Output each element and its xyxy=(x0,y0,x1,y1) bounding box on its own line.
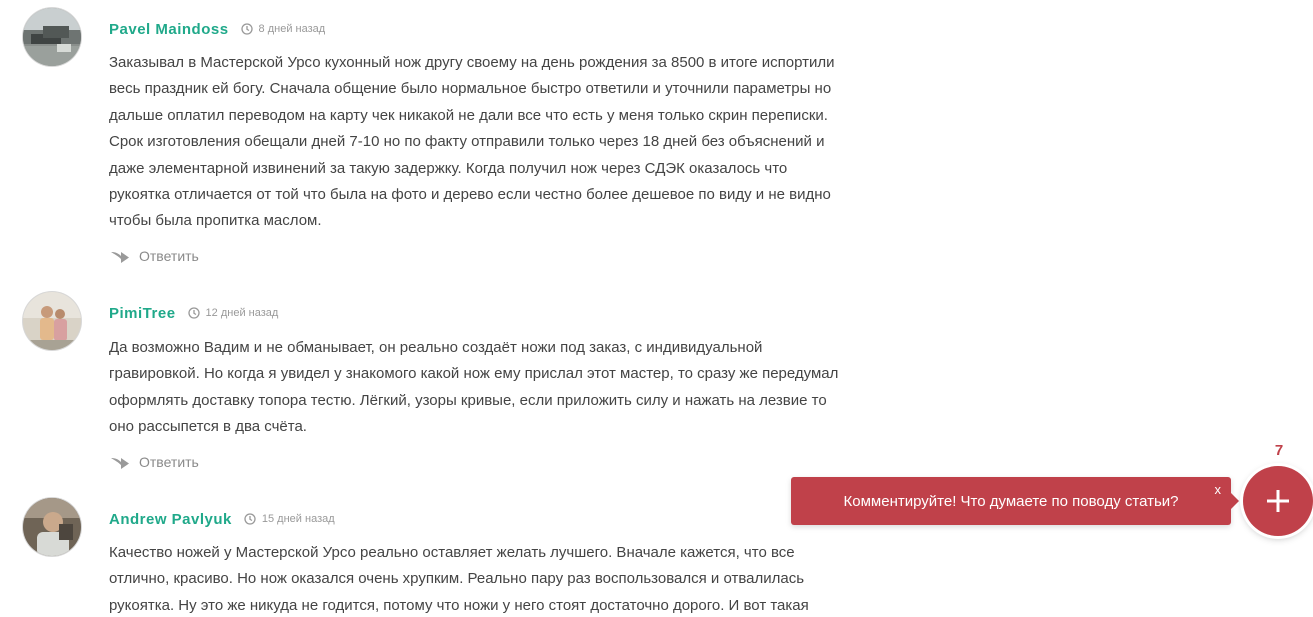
comment-meta xyxy=(109,507,335,531)
clock-icon xyxy=(188,307,200,319)
author-name[interactable]: Andrew Pavlyuk xyxy=(109,510,232,528)
close-button[interactable]: x xyxy=(1214,482,1221,497)
reply-button[interactable] xyxy=(110,451,199,473)
reply-button[interactable] xyxy=(110,245,199,267)
reply-icon xyxy=(110,455,130,469)
user-photo-icon xyxy=(23,8,81,66)
comment-time: 15 дней назад xyxy=(261,513,335,525)
comment-time: 12 дней назад xyxy=(205,307,279,319)
comment-text: Заказывал в Мастерской Урсо кухонный нож другу своему на день рождения за 8500 в итоге испортили весь праздник ей богу. Сначала общение было нормальное быстро ответили и уточнили параметры но дальше оплатил переводом на карту чек никакой не дали все что есть у меня только скрин переписки. Срок изготовления обещали дней 7-10 но по факту отправили только через 18 дней без объяснений и даже элементарной извинений за такую задержку. Когда получил нож через СДЭК оказалось что рукоятка отличается от той что была на фото и дерево если честно более дешевое по виду и не видно чтобы была пропитка маслом. xyxy=(109,54,835,230)
comment-meta xyxy=(109,17,325,41)
comment-text: Качество ножей у Мастерской Урсо реально оставляет желать лучшего. Вначале кажется, что все отлично, красиво. Но нож оказался очень хрупким. Реально пару раз воспользовался и отвалилась рукоятка. Ну это же никуда не годится, потому что ножи у него стоят достаточно дорого. И вот такая xyxy=(109,544,809,614)
add-comment-button[interactable] xyxy=(1243,466,1313,536)
clock-icon xyxy=(244,513,256,525)
comment-meta xyxy=(109,301,278,325)
comment-prompt-bubble[interactable] xyxy=(791,477,1231,525)
reply-label: Ответить xyxy=(139,248,199,264)
reply-icon xyxy=(110,249,130,263)
reply-label: Ответить xyxy=(139,454,199,470)
comment-prompt-text: Комментируйте! Что думаете по поводу статьи? xyxy=(843,492,1179,510)
author-name[interactable]: PimiTree xyxy=(109,304,176,322)
prompt-tail xyxy=(1231,493,1239,509)
avatar[interactable] xyxy=(23,8,81,66)
avatar[interactable] xyxy=(23,292,81,350)
plus-icon xyxy=(1265,488,1291,514)
author-name[interactable]: Pavel Maindoss xyxy=(109,20,229,38)
comment-time: 8 дней назад xyxy=(258,23,326,35)
comment-text: Да возможно Вадим и не обманывает, он реально создаёт ножи под заказ, с индивидуальной гравировкой. Но когда я увидел у знакомого какой нож ему прислал этот мастер, то сразу же передумал оформлять доставку топора тестю. Лёгкий, узоры кривые, если приложить силу и нажать на лезвие то оно рассыпется в два счёта. xyxy=(109,339,839,436)
user-photo-icon xyxy=(23,498,81,556)
clock-icon xyxy=(241,23,253,35)
user-photo-icon xyxy=(23,292,81,350)
avatar[interactable] xyxy=(23,498,81,556)
comment-count-badge: 7 xyxy=(1274,442,1284,459)
